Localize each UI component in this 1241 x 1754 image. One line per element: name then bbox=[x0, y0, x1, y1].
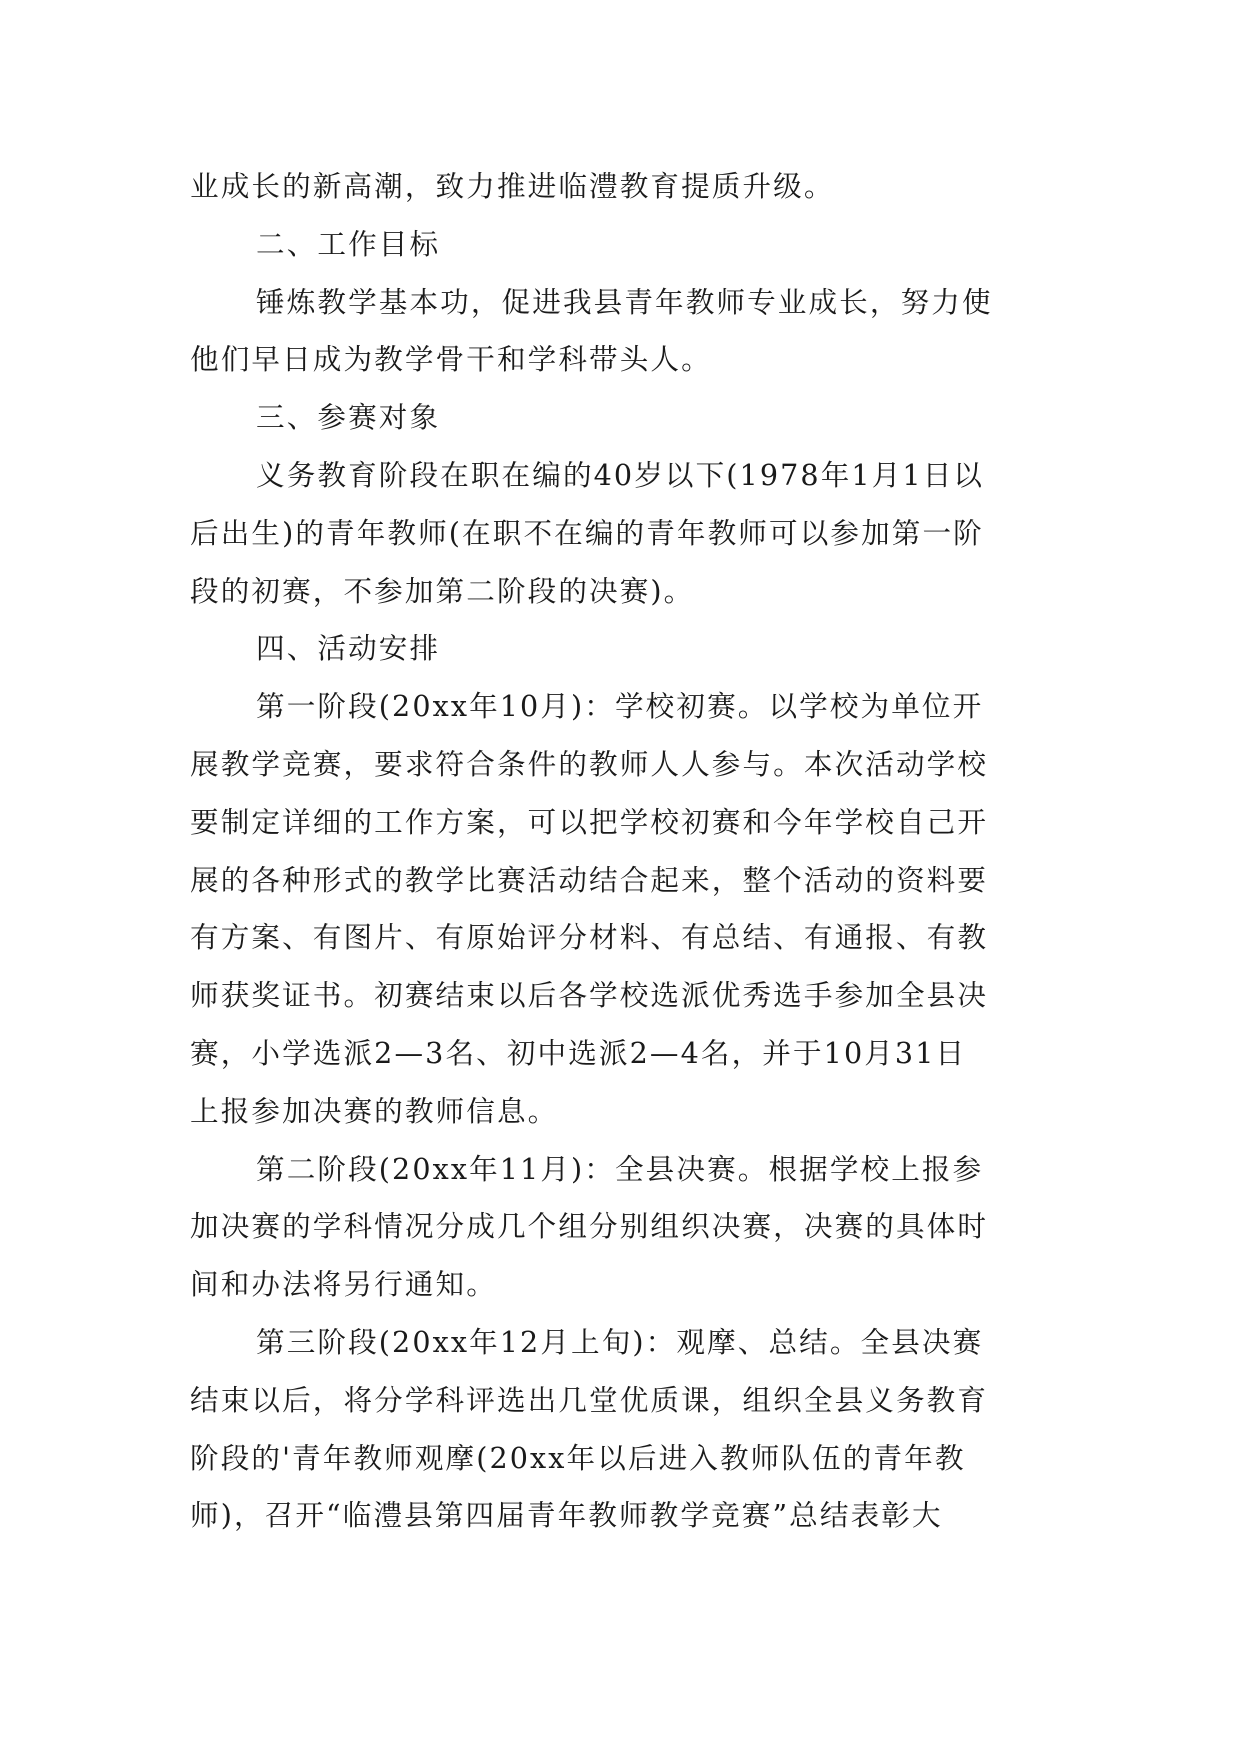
text-line: 间和办法将另行通知。 bbox=[190, 1267, 497, 1302]
text-line: 第一阶段(20xx年10月)：学校初赛。以学校为单位开 bbox=[256, 689, 984, 724]
text-line: 他们早日成为教学骨干和学科带头人。 bbox=[190, 342, 712, 377]
text-line: 义务教育阶段在职在编的40岁以下(1978年1月1日以 bbox=[256, 457, 985, 492]
section-heading-participants: 三、参赛对象 bbox=[256, 400, 441, 435]
document-body bbox=[190, 158, 1050, 1545]
text-line: 要制定详细的工作方案，可以把学校初赛和今年学校自己开 bbox=[190, 804, 989, 839]
section-heading-goals: 二、工作目标 bbox=[256, 226, 441, 261]
text-line: 师)，召开“临澧县第四届青年教师教学竞赛”总结表彰大 bbox=[190, 1498, 943, 1533]
text-line: 师获奖证书。初赛结束以后各学校选派优秀选手参加全县决 bbox=[190, 978, 989, 1013]
text-line: 阶段的'青年教师观摩(20xx年以后进入教师队伍的青年教 bbox=[190, 1440, 966, 1475]
text-line: 加决赛的学科情况分成几个组分别组织决赛，决赛的具体时 bbox=[190, 1209, 989, 1244]
text-line: 后出生)的青年教师(在职不在编的青年教师可以参加第一阶 bbox=[190, 515, 984, 550]
text-line: 业成长的新高潮，致力推进临澧教育提质升级。 bbox=[190, 169, 835, 203]
text-line: 展教学竞赛，要求符合条件的教师人人参与。本次活动学校 bbox=[190, 746, 989, 781]
text-line: 第二阶段(20xx年11月)：全县决赛。根据学校上报参 bbox=[256, 1151, 984, 1186]
text-line: 上报参加决赛的教师信息。 bbox=[190, 1093, 559, 1128]
text-line: 结束以后，将分学科评选出几堂优质课，组织全县义务教育 bbox=[190, 1382, 989, 1417]
text-line: 展的各种形式的教学比赛活动结合起来，整个活动的资料要 bbox=[190, 862, 989, 897]
text-line: 锤炼教学基本功，促进我县青年教师专业成长，努力使 bbox=[256, 284, 993, 319]
text-line: 第三阶段(20xx年12月上旬)：观摩、总结。全县决赛 bbox=[256, 1324, 984, 1359]
text-line: 赛，小学选派2—3名、初中选派2—4名，并于10月31日 bbox=[190, 1035, 967, 1070]
section-heading-schedule: 四、活动安排 bbox=[256, 631, 441, 666]
text-line: 段的初赛，不参加第二阶段的决赛)。 bbox=[190, 573, 695, 608]
text-line: 有方案、有图片、有原始评分材料、有总结、有通报、有教 bbox=[190, 920, 989, 955]
